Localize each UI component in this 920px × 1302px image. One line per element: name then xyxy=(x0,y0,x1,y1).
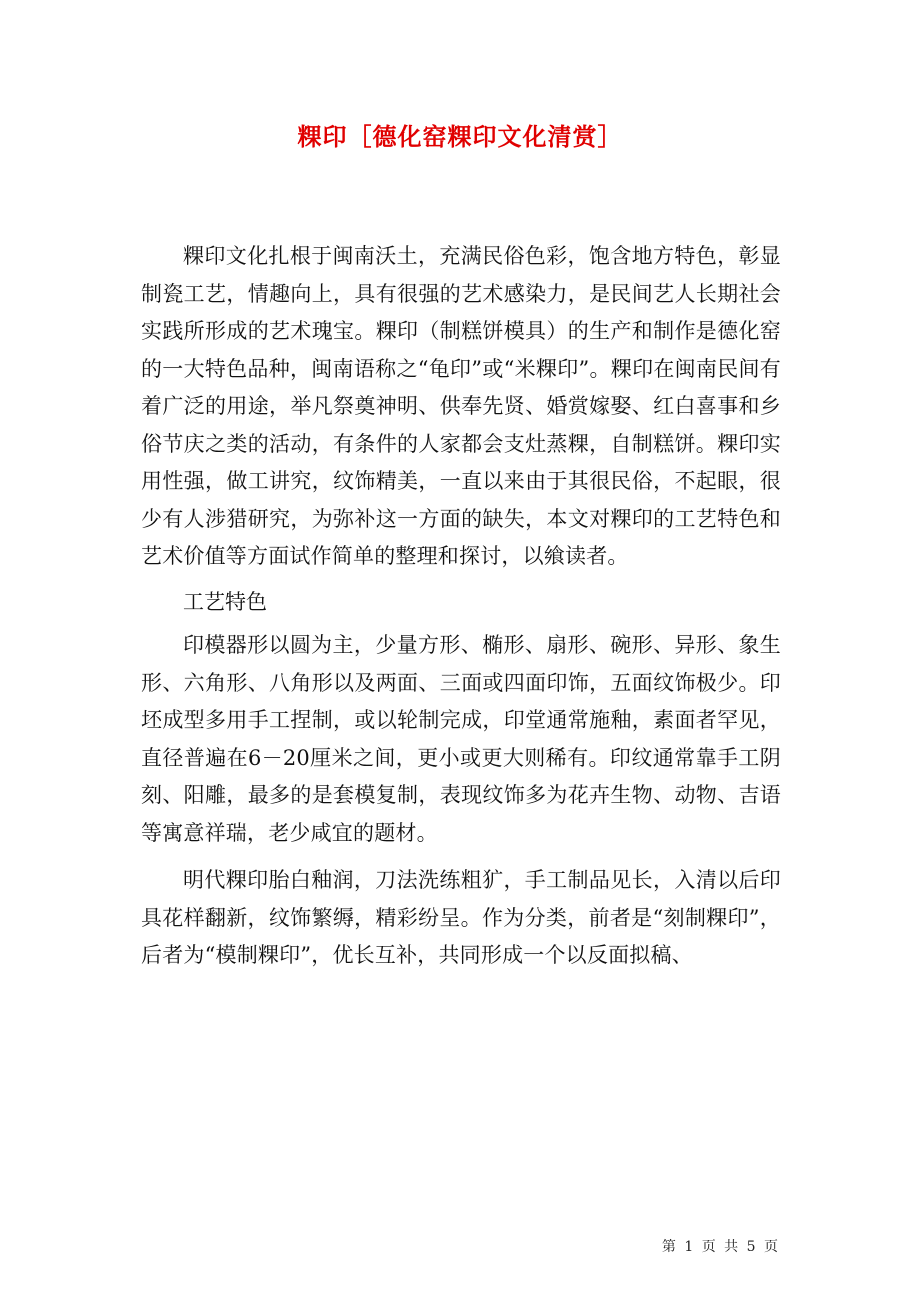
paragraph-intro: 粿印文化扎根于闽南沃土，充满民俗色彩，饱含地方特色，彰显制瓷工艺，情趣向上，具有很强的艺术感染力，是民间艺人长期社会实践所形成的艺术瑰宝。粿印（制糕饼模具）的生产和制作是德化窑的一大特色品种，闽南语称之“龟印”或“米粿印”。粿印在闽南民间有着广泛的用途，举凡祭奠神明、供奉先贤、婚赏嫁娶、红白喜事和乡俗节庆之类的活动，有条件的人家都会支灶蒸粿，自制糕饼。粿印实用性强，做工讲究，纹饰精美，一直以来由于其很民俗，不起眼，很少有人涉猎研究，为弥补这一方面的缺失，本文对粿印的工艺特色和艺术价值等方面试作简单的整理和探讨，以飨读者。 xyxy=(141,244,781,568)
page-number-footer: 第 1 页 共 5 页 xyxy=(661,1239,780,1255)
section-heading: 工艺特色 xyxy=(183,589,267,614)
paragraph-gap xyxy=(141,852,781,862)
document-title: 粿印［德化窑粿印文化清赏］ xyxy=(297,122,623,151)
paragraph-ming: 明代粿印胎白釉润，刀法洗练粗犷，手工制品见长，入清以后印具花样翻新，纹饰繁缛，精彩纷呈。作为分类，前者是“刻制粿印”，后者为“模制粿印”，优长互补，共同形成一个以反面拟稿、 xyxy=(141,868,781,967)
document-body xyxy=(141,238,781,975)
paragraph-craft: 印模器形以圆为主，少量方形、椭形、扇形、碗形、异形、象生形、六角形、八角形以及两面、三面或四面印饰，五面纹饰极少。印坯成型多用手工捏制，或以轮制完成，印堂通常施釉，素面者罕见，直径普遍在6－20厘米之间，更小或更大则稀有。印纹通常靠手工阴刻、阳雕，最多的是套模复制，表现纹饰多为花卉生物、动物、吉语等寓意祥瑞，老少咸宜的题材。 xyxy=(141,633,781,845)
